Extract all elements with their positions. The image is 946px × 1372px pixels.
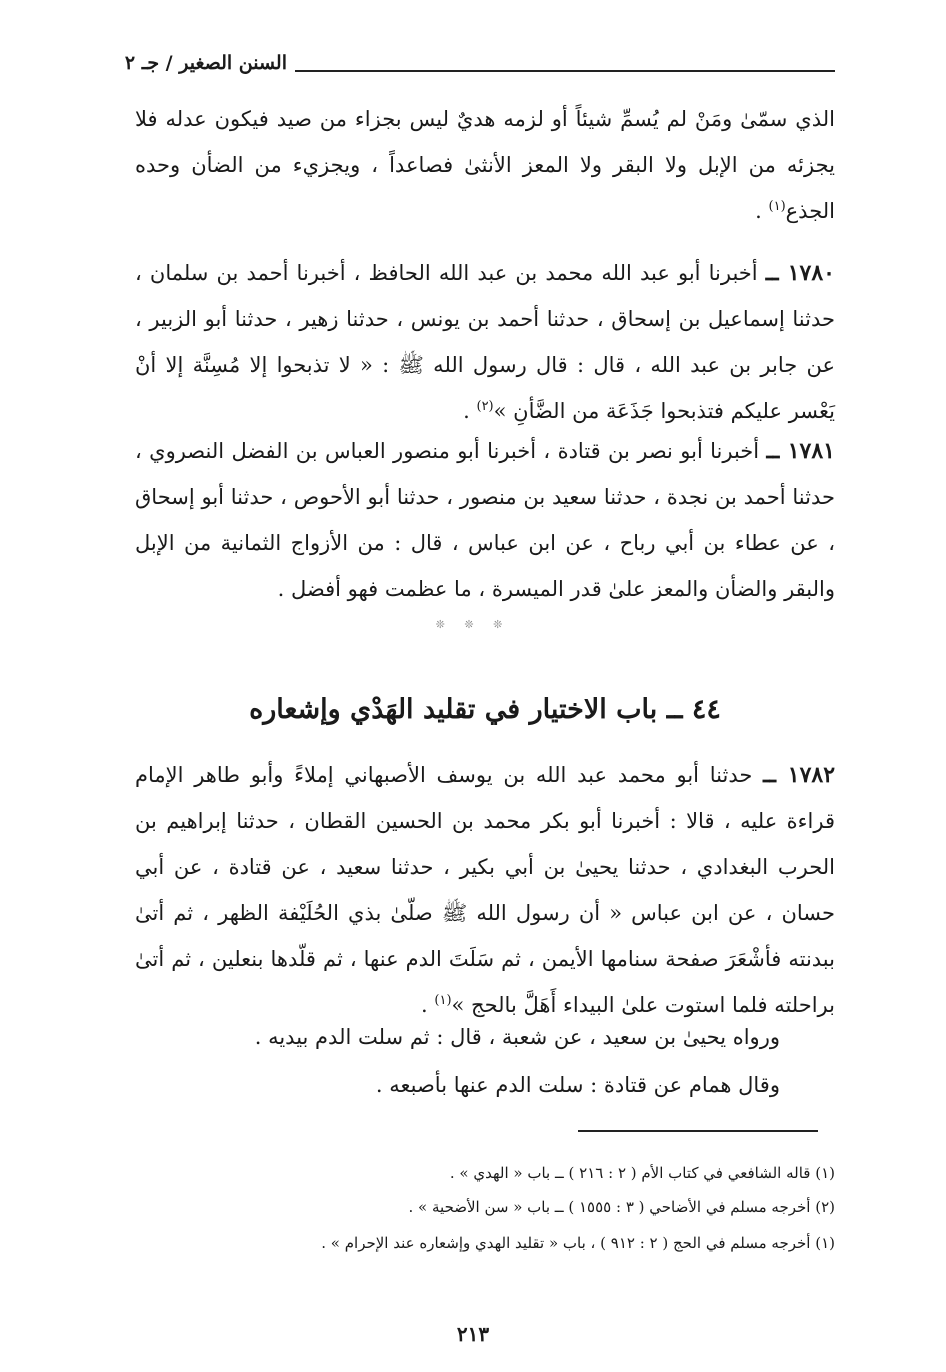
hadith-number: ١٧٨١ ــ	[766, 438, 835, 464]
intro-text: الذي سمّىٰ ومَنْ لم يُسمِّ شيئاً أو لزمه هديٌ ليس بجزاء من صيد فيكون عدله فلا يجزئه من الإبل ولا البقر ولا المعز الأنثىٰ فصاعداً ، ويجزيء من الضأن وحده الجذع	[135, 107, 835, 223]
intro-end: .	[755, 199, 769, 223]
riwaya-line-2: وقال همام عن قتادة : سلت الدم عنها بأصبعه .	[375, 1073, 780, 1097]
hadith-text: أخبرنا أبو عبد الله محمد بن عبد الله الحافظ ، أخبرنا أحمد بن سلمان ، حدثنا إسماعيل بن إسحاق ، حدثنا أحمد بن يونس ، حدثنا زهير ، حدثنا أبو الزبير ، عن جابر بن عبد الله ، قال : قال رسول الله ﷺ : « لا تذبحوا إلا مُسِنَّة إلا أنْ يَعْسر عليكم فتذبحوا جَذَعَة من الضَّأنِ »	[135, 261, 835, 423]
section-separator: ❊ ❊ ❊	[435, 618, 511, 631]
footnote-marker: (٢)	[476, 399, 494, 414]
hadith-text: حدثنا أبو محمد عبد الله بن يوسف الأصبهاني إملاءً وأبو طاهر الإمام قراءة عليه ، قالا : أخبرنا أبو بكر محمد بن الحسين القطان ، حدثنا إبراهيم بن الحرب البغدادي ، حدثنا يحيىٰ بن أبي بكير ، حدثنا سعيد ، عن قتادة ، عن أبي حسان ، عن ابن عباس « أن رسول الله ﷺ صلّىٰ بذي الحُلَيْفة الظهر ، ثم أتىٰ ببدنته فأشْعَرَ صفحة سنامها الأيمن ، ثم سَلَتَ الدم عنها ، ثم قلّدها بنعلين ، ثم أتىٰ براحلته فلما استوت علىٰ البيداء أَهَلَّ بالحج »	[135, 763, 835, 1017]
footnote-marker: (١)	[434, 993, 452, 1008]
hadith-1781	[135, 428, 835, 612]
chapter-heading: ٤٤ ــ باب الاختيار في تقليد الهَدْي وإشعاره	[249, 694, 721, 725]
hadith-text: أخبرنا أبو نصر بن قتادة ، أخبرنا أبو منصور العباس بن الفضل النصروي ، حدثنا أحمد بن نجدة ، حدثنا سعيد بن منصور ، حدثنا أبو الأحوص ، حدثنا أبو إسحاق ، عن عطاء بن أبي رباح ، عن ابن عباس ، قال : من الأزواج الثمانية من الإبل والبقر والضأن والمعز علىٰ قدر الميسرة ، ما عظمت فهو أفضل .	[135, 439, 835, 601]
footnote-marker: (١)	[768, 199, 786, 214]
running-header	[110, 52, 835, 82]
hadith-number: ١٧٨٠ ــ	[765, 260, 835, 286]
hadith-end: .	[463, 399, 477, 423]
footnote-2: (٢) أخرجه مسلم في الأضاحي ( ٣ : ١٥٥٥ ) ــ باب « سن الأضحية » .	[408, 1198, 835, 1216]
intro-paragraph	[135, 96, 835, 234]
header-rule	[295, 70, 835, 72]
hadith-1782	[135, 752, 835, 1028]
page-number: ٢١٣	[456, 1322, 490, 1346]
footnote-3: (١) أخرجه مسلم في الحج ( ٢ : ٩١٢ ) ، باب « تقليد الهدي وإشعاره عند الإحرام » .	[321, 1234, 835, 1252]
hadith-number: ١٧٨٢ ــ	[763, 762, 836, 788]
hadith-1780	[135, 250, 835, 434]
hadith-end: .	[421, 993, 435, 1017]
footnote-rule	[578, 1130, 818, 1132]
riwaya-line-1: ورواه يحيىٰ بن سعيد ، عن شعبة ، قال : ثم سلت الدم بيديه .	[254, 1025, 780, 1049]
running-title: السنن الصغير / جـ ٢	[124, 52, 287, 74]
footnote-1: (١) قاله الشافعي في كتاب الأم ( ٢ : ٢١٦ ) ــ باب « الهدي » .	[449, 1164, 835, 1182]
